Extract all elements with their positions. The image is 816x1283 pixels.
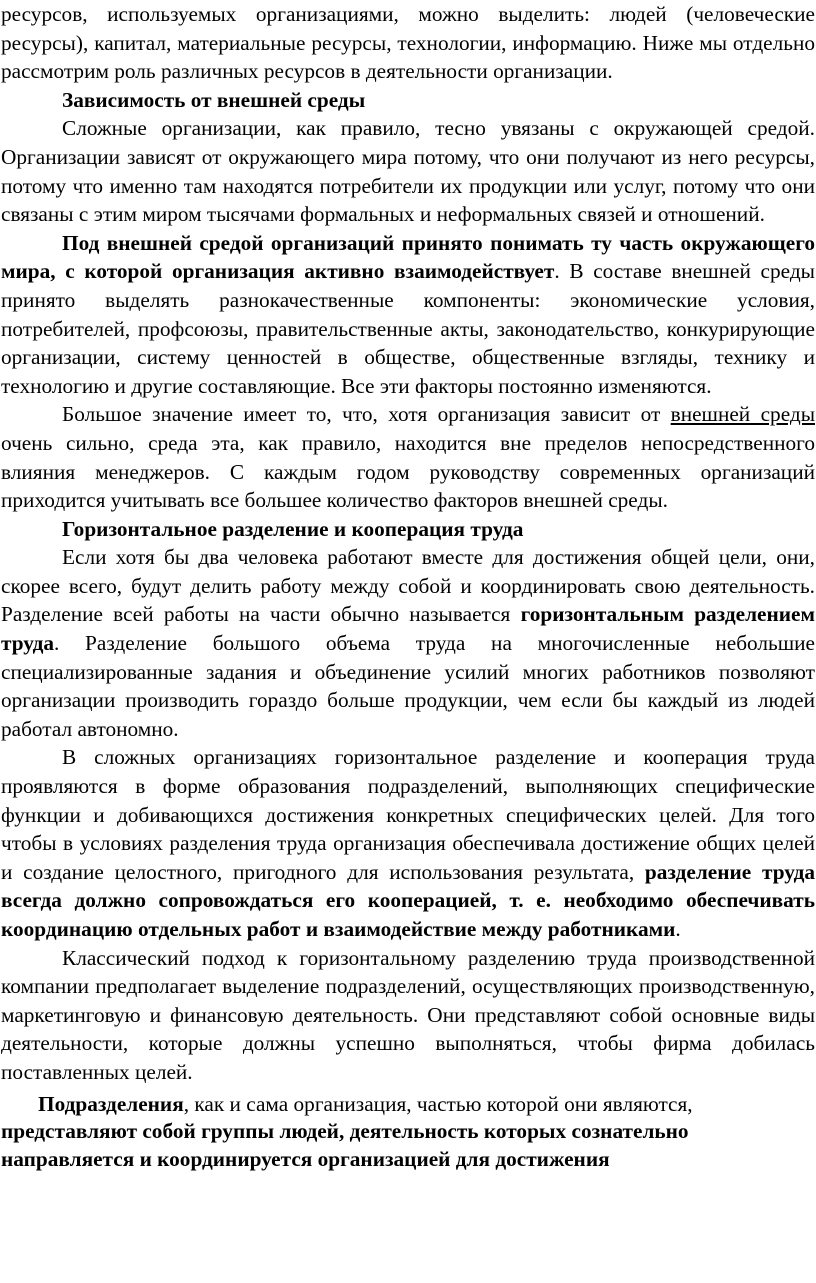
division-pre-text: Если хотя бы два человека работают вместе для достижения общей цели, они, скорее всего, будут делить работу между собой и координировать свою деятельность. Разделение всей работы на части обычно называется [1, 545, 815, 627]
division-post-text: . Разделение большого объема труда на многочисленные небольшие специализированные задания и объединение усилий многих работников позволяют организации производить гораздо больше продукции, чем если бы каждый из людей работал автономно. [1, 631, 815, 741]
definition-bold-text: Под внешней средой организаций принято понимать ту часть окружающего мира, с которой организация активно взаимодействует [1, 230, 815, 284]
paragraph-division-of-labor [1, 543, 815, 743]
cooperation-post-text: . [675, 917, 681, 941]
division-bold-term: горизонтальным разделением труда [1, 602, 815, 656]
heading-external-environment: Зависимость от внешней среды [62, 87, 366, 112]
paragraph-subdivisions [1, 1091, 815, 1174]
importance-post-text: очень сильно, среда эта, как правило, находится вне пределов непосредственного влияния менеджеров. С каждым годом руководству современных организаций приходится учитывать все большее количество факторов внешней среды. [1, 430, 815, 513]
definition-rest-text: . В составе внешней среды принято выделять разнокачественные компоненты: экономические условия, потребителей, профсоюзы, правительственные акты, законодательство, конкурирующие организации, систему ценностей в обществе, общественные взгляды, технику и технологию и другие составляющие. Все эти факторы постоянно изменяются. [1, 259, 815, 398]
subdivisions-bold-term: Подразделения [38, 1091, 184, 1116]
paragraph-external-environment-definition [1, 229, 815, 401]
paragraph-cooperation [1, 743, 815, 943]
paragraph-environment-importance [1, 400, 815, 514]
paragraph-resources: ресурсов, используемых организациями, можно выделить: людей (человеческие ресурсы), капитал, материальные ресурсы, технологии, информацию. Ниже мы отдельно рассмотрим роль различных ресурсов в деятельности организации. [1, 2, 815, 84]
paragraph-complex-organizations: Сложные организации, как правило, тесно увязаны с окружающей средой. Организации зависят от окружающего мира потому, что они получают из него ресурсы, потому что именно там находятся потребители их продукции или услуг, потому что они связаны с этим миром тысячами формальных и неформальных связей и отношений. [1, 116, 815, 227]
cooperation-bold-text: разделение труда всегда должно сопровождаться его кооперацией, т. е. необходимо обеспечивать координацию отдельных работ и взаимодействие между работниками [1, 859, 816, 941]
importance-pre-text: Большое значение имеет то, что, хотя организация зависит от [62, 402, 671, 427]
cooperation-pre-text: В сложных организациях горизонтальное разделение и кооперация труда проявляются в форме образования подразделений, выполняющих специфические функции и добивающихся достижения конкретных специфических целей. Для того чтобы в условиях разделения труда организация обеспечивала достижение общих целей и создание целостного, пригодного для использования результата, [1, 745, 815, 884]
paragraph-classical-approach: Классический подход к горизонтальному разделению труда производственной компании предполагает выделение подразделений, осуществляющих производственную, маркетинговую и финансовую деятельность. Они представляют собой основные виды деятельности, которые должны успешно выполняться, чтобы фирма добилась поставленных целей. [1, 945, 815, 1084]
subdivisions-bold-text: представляют собой группы людей, деятельность которых сознательно направляется и координируется организацией для достижения [1, 1119, 689, 1172]
heading-horizontal-division: Горизонтальное разделение и кооперация труда [62, 516, 524, 541]
external-environment-link[interactable]: внешней среды [670, 402, 816, 427]
subdivisions-mid-text: , как и сама организация, частью которой они являются, [183, 1091, 693, 1116]
